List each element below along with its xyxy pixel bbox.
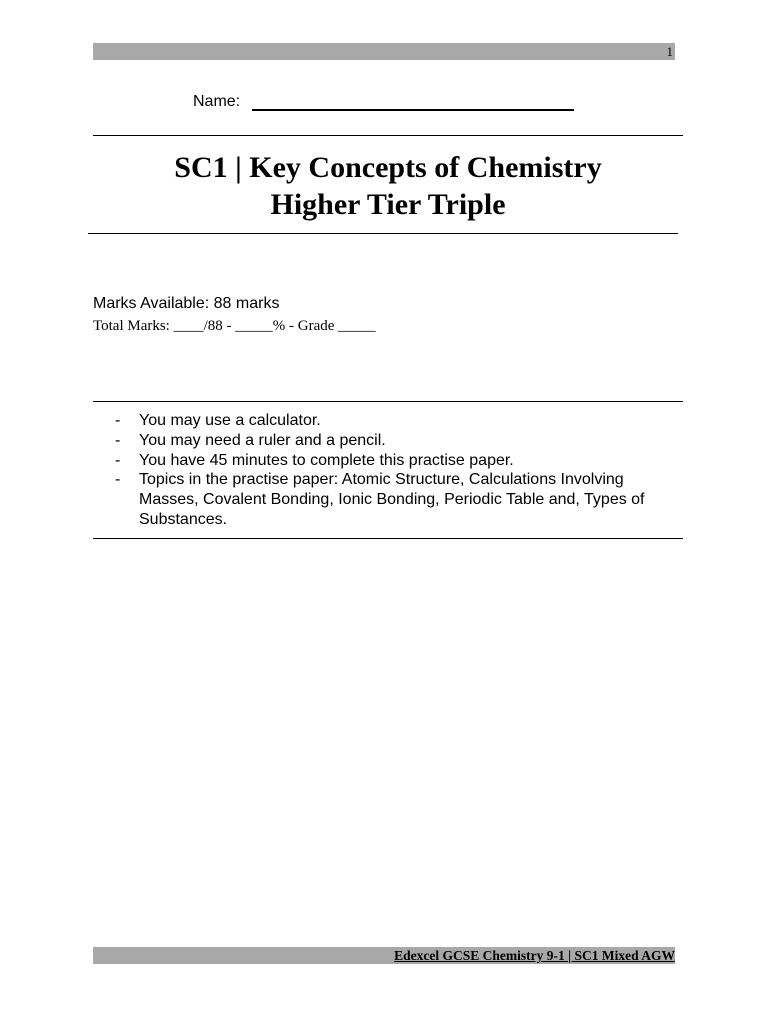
page-number: 1 [666, 44, 673, 59]
footer-bar [93, 947, 675, 964]
instructions-list [112, 411, 672, 530]
instruction-text: You may use a calculator. [139, 412, 321, 429]
page-title: SC1 | Key Concepts of Chemistry [174, 151, 602, 184]
bullet-dash: - [115, 431, 121, 449]
divider-instructions-top [93, 401, 683, 402]
divider-title [88, 233, 678, 234]
divider-top [93, 135, 683, 136]
instruction-text: You may need a ruler and a pencil. [139, 431, 386, 449]
divider-instructions-bottom [93, 538, 683, 539]
name-underline [252, 109, 574, 111]
instruction-text: You have 45 minutes to complete this practise paper. [139, 451, 514, 469]
footer-text: Edexcel GCSE Chemistry 9-1 | SC1 Mixed AGW [394, 948, 675, 963]
bullet-dash: - [115, 412, 121, 429]
instruction-text: Topics in the practise paper: Atomic Structure, Calculations Involving Masses, Covalent Bonding, Ionic Bonding, Periodic Table and, Types of Substances. [139, 471, 645, 528]
list-item [112, 451, 672, 471]
total-marks: Total Marks: ____/88 - _____% - Grade _____ [93, 318, 376, 334]
name-label: Name: [193, 93, 241, 110]
list-item [112, 470, 672, 529]
page-subtitle: Higher Tier Triple [270, 188, 506, 221]
marks-available: Marks Available: 88 marks [93, 295, 280, 312]
list-item [112, 411, 672, 431]
bullet-dash: - [115, 471, 121, 489]
list-item [112, 431, 672, 451]
header-bar [93, 43, 675, 60]
bullet-dash: - [115, 451, 121, 469]
